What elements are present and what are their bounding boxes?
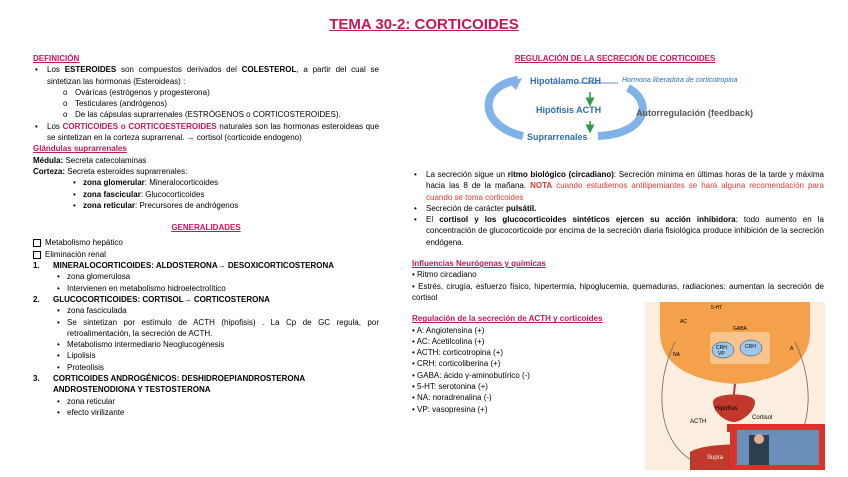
list-item: • Lipolisis [33, 350, 379, 361]
fig-label-crh2: CRH [745, 344, 756, 350]
fig-label-hipofisis: Hipófisis [715, 406, 738, 412]
numbered-item: 3. CORTICOIDES ANDROGÉNICOS: DESHIDROEPIANDROSTERONA ANDROSTENODIONA Y TESTOSTERONA [33, 374, 305, 395]
list-item: • zona fascicular: Glucocorticoides [33, 189, 379, 200]
list-item: o De las cápsulas suprarrenales (ESTRÓGENOS o CORTICOSTEROIDES). [33, 109, 379, 120]
list-item: • Secreción de carácter pulsátil. [412, 203, 824, 214]
checklist-item: Metabolismo hepático [33, 237, 379, 248]
diagram-hipotalamo: Hipotálamo CRH [530, 76, 602, 86]
list-item: • zona fasciculada [33, 305, 379, 316]
list-item: • La secreción sigue un ritmo biológico (circadiano): Secreción mínima en últimas horas de la tarde y máxima hacia las 8 de la mañana. NOTA cuando estudiemos antilipemiantes se hará alguna recomendación para cuando se toma corticoides [412, 169, 824, 203]
fig-label-vp: VP [718, 351, 725, 357]
list-item: • efecto virilizante [33, 407, 379, 418]
list-item: • Los CORTICOIDES o CORTICOESTEROIDES naturales son las hormonas esteroideas que se sintetizan en la corteza suprarrenal. → cortisol (corticoide endogeno) [33, 121, 379, 144]
list-item: • Metabolismo intermediario Neoglucogénesis [33, 339, 379, 350]
numbered-item: 2. GLUCOCORTICOIDES: CORTISOL→ CORTICOSTERONA [33, 294, 270, 304]
diagram-crh-note: Hormona liberadora de corticotropina [622, 77, 738, 84]
section-heading-definicion: DEFINICIÓN [33, 54, 80, 63]
list-item: • A: Angiotensina (+) [412, 325, 485, 335]
list-item: • Proteolisis [33, 362, 379, 373]
checklist-item: Eliminación renal [33, 249, 379, 260]
fig-label-supra: Supra [707, 455, 724, 461]
list-item: • Intervienen en metabolismo hidroelectrolítico [33, 283, 379, 294]
list-item: • AC: Acetilcolina (+) [412, 336, 485, 346]
section-heading-generalidades: GENERALIDADES [171, 223, 241, 233]
list-item: • Estrés, cirugía, esfuerzo físico, hipertermia, hipoglucemia, quemaduras, radiaciones: aumentan la secreción de cortisol [412, 281, 824, 302]
section-heading-acth: Regulación de la secreción de ACTH y corticoides [412, 314, 603, 324]
list-item: • El cortisol y los glucocorticoides sintéticos ejercen su acción inhibidora: todo aumento en la concentración de glucocorticoide por encima de la secreción diaria fisiológica produce inhibición de la secreción endógena. [412, 214, 824, 248]
section-heading-influencias: Influencias Neurógenas y químicas [412, 259, 546, 269]
list-item: • CRH: corticoliberina (+) [412, 359, 501, 369]
fig-label-ac: AC [680, 319, 687, 325]
list-item: • VP: vasopresina (+) [412, 404, 488, 414]
fig-label-crh: CRH [716, 345, 727, 351]
corteza-line: Corteza: Secreta esteroides suprarrenales: [33, 166, 188, 176]
fig-label-a: A [790, 346, 794, 352]
diagram-autoreg: Autorregulación (feedback) [636, 108, 754, 118]
fig-label-gaba: GABA [733, 326, 747, 332]
left-column [33, 53, 379, 418]
fig-label-na: NA [673, 352, 680, 358]
feedback-arrow [489, 80, 523, 136]
list-item: • zona reticular [33, 396, 379, 407]
fig-label-5ht: 5-HT [711, 305, 723, 311]
page-title: TEMA 30-2: CORTICOIDES [329, 16, 519, 33]
list-item: o Ovárícas (estrógenos y progesterona) [33, 87, 379, 98]
diagram-hipofisis: Hipófisis ACTH [536, 105, 602, 115]
list-item: • 5-HT: serotonina (+) [412, 382, 488, 392]
numbered-item: 1. MINERALOCORTICOIDES: ALDOSTERONA→ DESOXICORTICOSTERONA [33, 261, 335, 271]
diagram-suprarrenales: Suprarrenales [527, 132, 588, 142]
fig-label-acth: ACTH [690, 419, 707, 425]
fig-label-cortisol: Cortisol [752, 415, 773, 421]
section-heading-regulacion: REGULACIÓN DE LA SECRECIÓN DE CORTICOIDES [514, 54, 716, 63]
medula-line: Médula: Secreta catecolaminas [33, 155, 147, 165]
list-item: • Se sintetizan por estímulo de ACTH (hipofisis) . La Cp de GC regula, por retroalimentación, la secreción de ACTH. [33, 317, 379, 340]
section-heading-glandulas: Glándulas suprarrenales [33, 144, 127, 154]
list-item: • zona reticular: Precursores de andrógenos [33, 200, 379, 211]
list-item: o Testiculares (andrógenos) [33, 98, 379, 109]
list-item: • Los ESTEROIDES son compuestos derivados del COLESTEROL, a partir del cual se sintetizan las hormonas (Esteroideas) : [33, 64, 379, 87]
list-item: • GABA: ácido γ-aminobutírico (-) [412, 370, 530, 380]
list-item: • ACTH: corticotropina (+) [412, 348, 504, 358]
list-item: • NA: noradrenalina (-) [412, 393, 492, 403]
list-item: • zona glomerular: Mineralocorticoides [33, 177, 379, 188]
list-item: • zona glomerulosa [33, 271, 379, 282]
list-item: • Ritmo circadiano [412, 270, 477, 280]
